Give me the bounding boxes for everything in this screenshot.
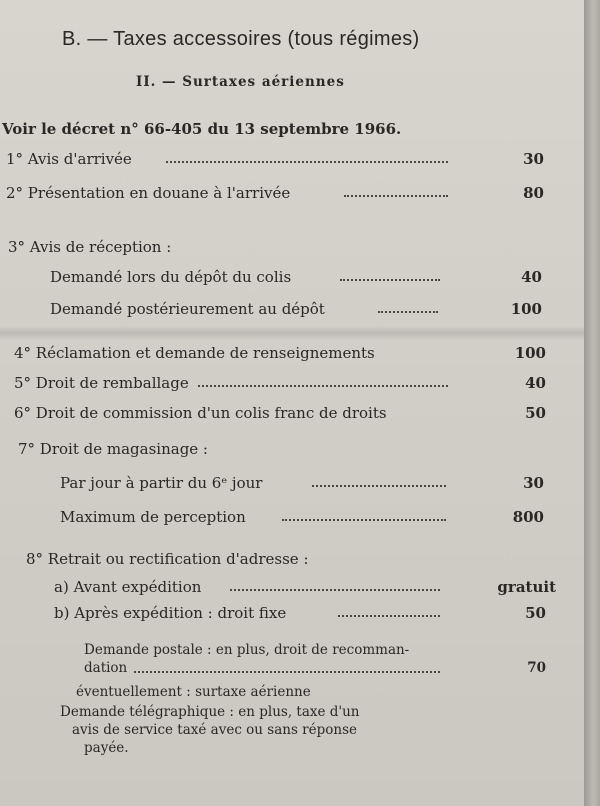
section-subheading: II. — Surtaxes aériennes bbox=[136, 74, 345, 90]
leader-dots bbox=[344, 195, 448, 197]
decree-reference: Voir le décret n° 66-405 du 13 septembre 1966. bbox=[2, 120, 402, 138]
item-value: 50 bbox=[525, 604, 546, 622]
item-label: 6° Droit de commission d'un colis franc de droits bbox=[14, 404, 387, 422]
item-label: avis de service taxé avec ou sans réponse bbox=[72, 722, 358, 738]
item-value: 40 bbox=[525, 374, 546, 392]
item-value: gratuit bbox=[497, 578, 556, 596]
list-item bbox=[6, 150, 554, 172]
list-item bbox=[50, 268, 550, 290]
list-item bbox=[84, 660, 554, 682]
item-label: Demandé postérieurement au dépôt bbox=[50, 300, 325, 318]
page-fold-shadow bbox=[0, 326, 584, 340]
item-label: b) Après expédition : droit fixe bbox=[54, 604, 287, 622]
item-label: 1° Avis d'arrivée bbox=[6, 150, 132, 168]
item-label: dation bbox=[84, 660, 128, 676]
leader-dots bbox=[378, 311, 438, 313]
section-heading: B. — Taxes accessoires (tous régimes) bbox=[62, 28, 420, 50]
leader-dots bbox=[340, 279, 440, 281]
leader-dots bbox=[282, 519, 446, 521]
list-item bbox=[60, 474, 560, 496]
list-item bbox=[8, 238, 548, 260]
list-item bbox=[54, 604, 558, 626]
leader-dots bbox=[198, 385, 448, 387]
list-item bbox=[84, 740, 384, 762]
item-value: 80 bbox=[523, 184, 544, 202]
item-label: 3° Avis de réception : bbox=[8, 238, 172, 256]
item-label: 7° Droit de magasinage : bbox=[18, 440, 208, 458]
item-value: 800 bbox=[512, 508, 544, 526]
leader-dots bbox=[134, 671, 440, 673]
item-label: payée. bbox=[84, 740, 129, 756]
item-label: Demande postale : en plus, droit de recomman- bbox=[84, 642, 410, 658]
item-value: 30 bbox=[523, 474, 544, 492]
list-item bbox=[26, 550, 556, 572]
item-value: 70 bbox=[527, 660, 546, 676]
leader-dots bbox=[166, 161, 448, 163]
item-label: 4° Réclamation et demande de renseignements bbox=[14, 344, 375, 362]
list-item bbox=[76, 684, 556, 706]
item-label: éventuellement : surtaxe aérienne bbox=[76, 684, 311, 700]
item-label: 2° Présentation en douane à l'arrivée bbox=[6, 184, 291, 202]
item-label: Par jour à partir du 6ᵉ jour bbox=[60, 474, 263, 492]
list-item bbox=[14, 374, 554, 396]
item-label: 5° Droit de remballage bbox=[14, 374, 189, 392]
item-value: 30 bbox=[523, 150, 544, 168]
item-label: 8° Retrait ou rectification d'adresse : bbox=[26, 550, 309, 568]
leader-dots bbox=[312, 485, 446, 487]
item-value: 40 bbox=[521, 268, 542, 286]
list-item bbox=[14, 404, 554, 426]
item-label: a) Avant expédition bbox=[54, 578, 202, 596]
leader-dots bbox=[338, 615, 440, 617]
item-value: 50 bbox=[525, 404, 546, 422]
item-value: 100 bbox=[510, 300, 542, 318]
page-edge bbox=[584, 0, 600, 806]
item-label: Demandé lors du dépôt du colis bbox=[50, 268, 292, 286]
item-value: 100 bbox=[514, 344, 546, 362]
leader-dots bbox=[230, 589, 440, 591]
item-label: Demande télégraphique : en plus, taxe d'un bbox=[60, 704, 360, 720]
list-item bbox=[60, 508, 560, 530]
list-item bbox=[54, 578, 558, 600]
list-item bbox=[50, 300, 550, 322]
list-item bbox=[6, 184, 554, 206]
list-item bbox=[18, 440, 558, 462]
item-label: Maximum de perception bbox=[60, 508, 246, 526]
list-item bbox=[14, 344, 554, 366]
